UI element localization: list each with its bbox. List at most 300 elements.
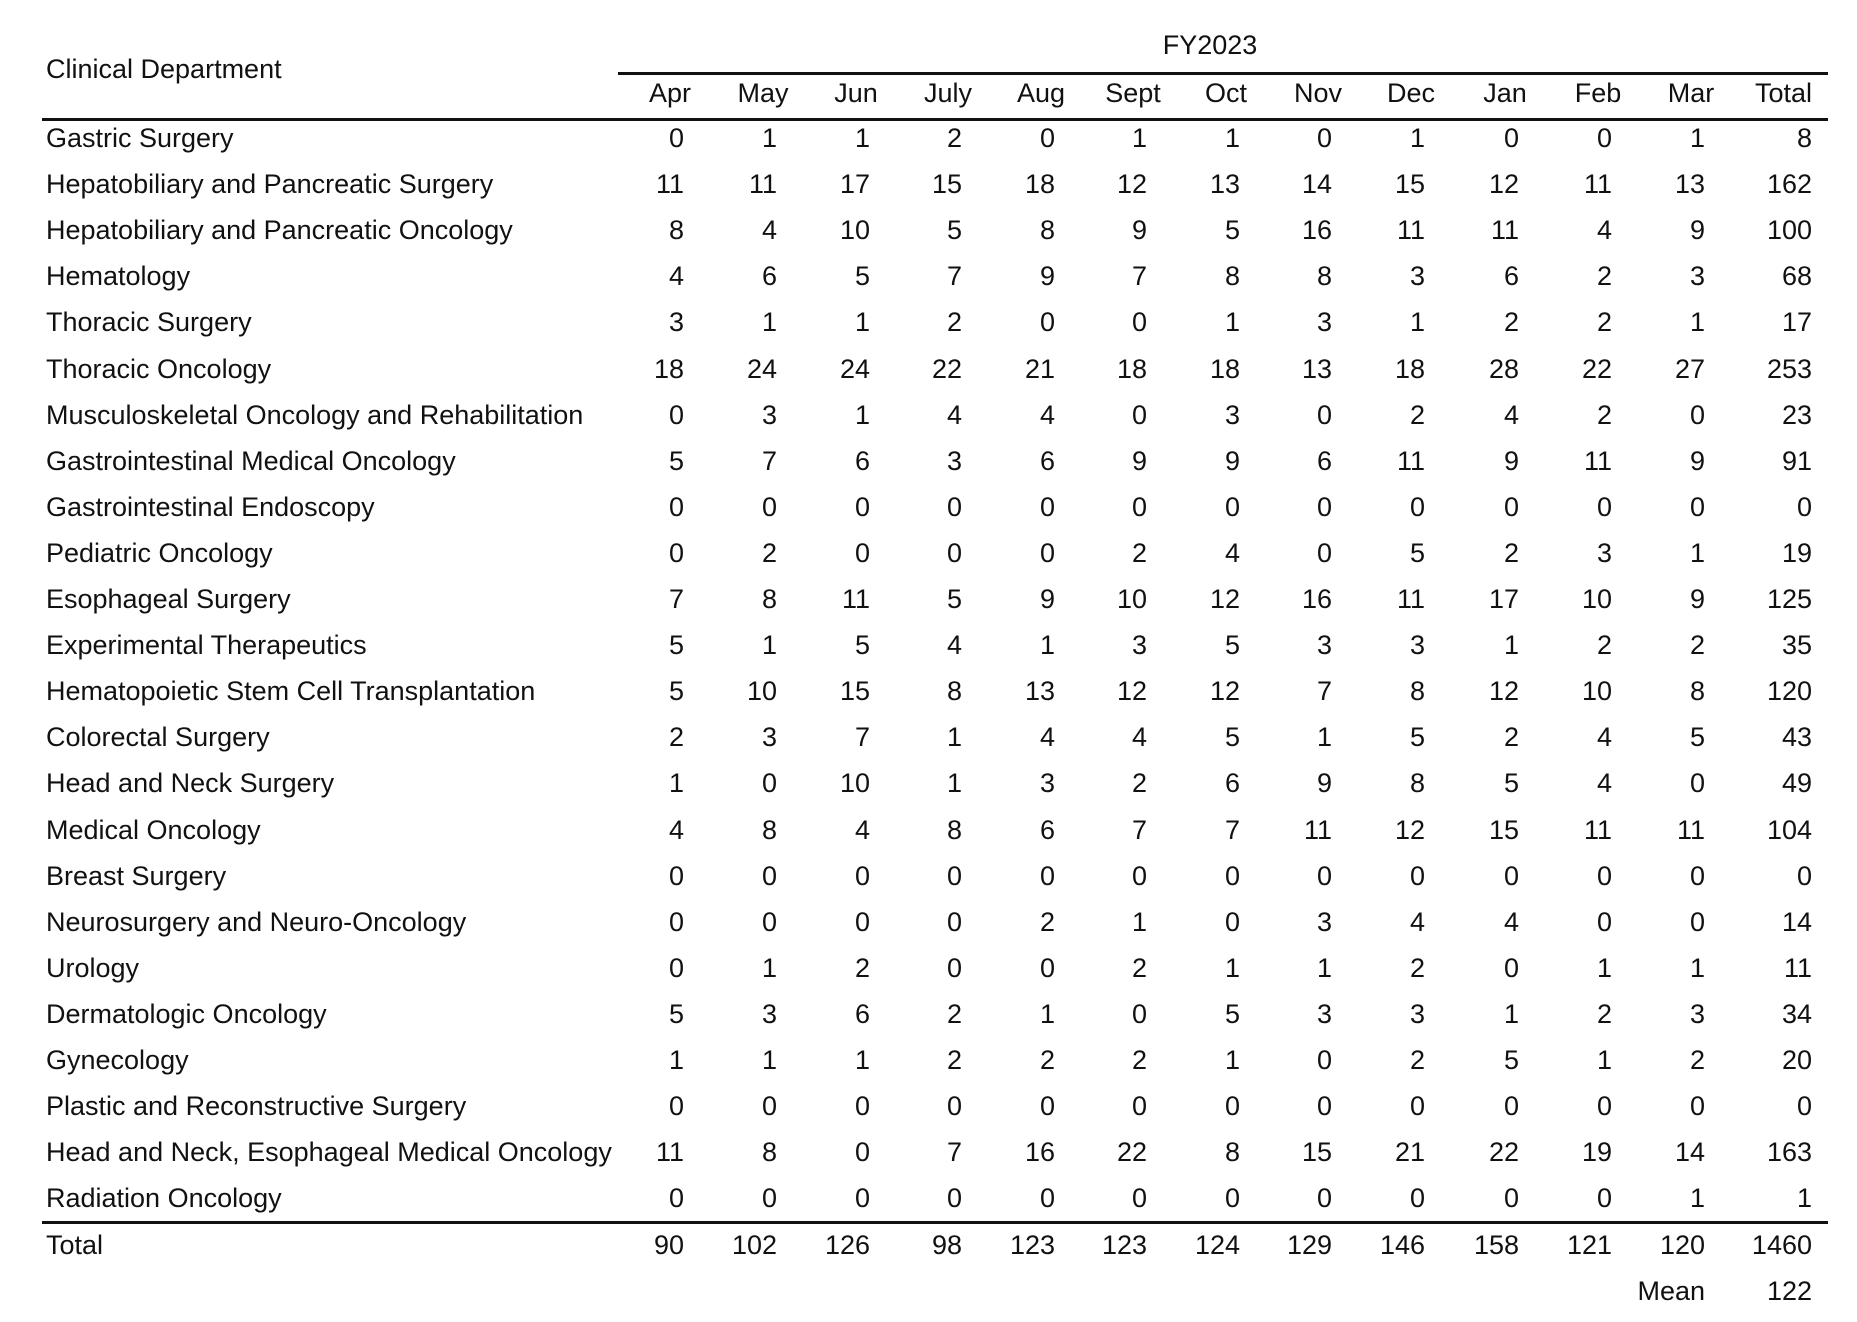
- cell-value: 11: [1583, 814, 1612, 845]
- cell-value: 2: [1131, 952, 1147, 983]
- cell-value: 1: [1131, 906, 1147, 937]
- cell-value: 0: [854, 491, 870, 522]
- cell-value: 0: [1224, 1091, 1240, 1122]
- cell-value: 0: [1131, 860, 1147, 891]
- cell-value: 18: [1394, 353, 1425, 384]
- cell-value: 4: [1409, 906, 1425, 937]
- cell-value: 12: [1116, 676, 1147, 707]
- cell-value: 6: [1503, 261, 1519, 292]
- cell-value: 0: [668, 123, 684, 153]
- cell-value: 0: [761, 491, 777, 522]
- cell-value: 4: [1224, 537, 1240, 568]
- cell-value: 7: [1316, 676, 1332, 707]
- cell-value: 0: [1131, 491, 1147, 522]
- cell-value: 18: [653, 353, 684, 384]
- cell-value: 6: [1039, 445, 1055, 476]
- cell-value: 8: [761, 814, 777, 845]
- month-header-dec: Dec: [1386, 78, 1435, 108]
- cell-value: 0: [1596, 123, 1612, 153]
- cell-value: 12: [1488, 676, 1519, 707]
- cell-value: 2: [1689, 630, 1705, 661]
- month-header-sept: Sept: [1105, 78, 1161, 108]
- row-total: 162: [1766, 169, 1812, 200]
- cell-value: 3: [761, 399, 777, 430]
- cell-value: 1: [1503, 998, 1519, 1029]
- cell-value: 0: [761, 768, 777, 799]
- cell-value: 0: [854, 906, 870, 937]
- department-name: Thoracic Oncology: [46, 353, 272, 384]
- cell-value: 16: [1301, 215, 1332, 246]
- cell-value: 11: [1396, 215, 1425, 246]
- row-total: 68: [1781, 261, 1812, 292]
- cell-value: 2: [1131, 1045, 1147, 1075]
- cell-value: 4: [1596, 768, 1612, 799]
- cell-value: 1: [854, 307, 870, 338]
- cell-value: 0: [1689, 1091, 1705, 1122]
- cell-value: 0: [1689, 768, 1705, 799]
- month-total: 98: [931, 1230, 962, 1260]
- month-header-may: May: [737, 78, 789, 108]
- cell-value: 0: [761, 906, 777, 937]
- cell-value: 0: [1131, 1091, 1147, 1122]
- cell-value: 0: [1131, 399, 1147, 430]
- cell-value: 1: [1224, 952, 1240, 983]
- cell-value: 7: [946, 261, 962, 292]
- cell-value: 4: [1039, 399, 1055, 430]
- cell-value: 1: [1224, 307, 1240, 338]
- cell-value: 6: [854, 998, 870, 1029]
- cell-value: 5: [1409, 537, 1425, 568]
- cell-value: 1: [761, 952, 777, 983]
- cell-value: 24: [746, 353, 777, 384]
- cell-value: 0: [1596, 906, 1612, 937]
- row-total: 20: [1781, 1045, 1812, 1075]
- cell-value: 0: [946, 952, 962, 983]
- cell-value: 1: [946, 768, 962, 799]
- cell-value: 5: [1503, 768, 1519, 799]
- cell-value: 3: [761, 722, 777, 753]
- cell-value: 10: [839, 215, 870, 246]
- cell-value: 8: [946, 814, 962, 845]
- month-total: 124: [1194, 1230, 1240, 1260]
- row-total: 35: [1781, 630, 1812, 661]
- cell-value: 0: [946, 491, 962, 522]
- cell-value: 1: [668, 768, 684, 799]
- department-name: Hepatobiliary and Pancreatic Oncology: [46, 215, 513, 246]
- cell-value: 2: [1596, 307, 1612, 338]
- cell-value: 2: [946, 1045, 962, 1075]
- cell-value: 0: [854, 1183, 870, 1214]
- month-total: 120: [1659, 1230, 1705, 1260]
- cell-value: 16: [1301, 584, 1332, 614]
- cell-value: 1: [1503, 630, 1519, 661]
- cell-value: 15: [839, 676, 870, 707]
- cell-value: 11: [1396, 584, 1425, 614]
- cell-value: 12: [1116, 169, 1147, 200]
- cell-value: 0: [1503, 952, 1519, 983]
- cell-value: 22: [1116, 1137, 1147, 1168]
- cell-value: 0: [946, 1091, 962, 1122]
- cell-value: 3: [1409, 261, 1425, 292]
- row-total: 0: [1796, 1091, 1812, 1122]
- cell-value: 8: [1039, 215, 1055, 246]
- cell-value: 12: [1394, 814, 1425, 845]
- cell-value: 2: [1039, 906, 1055, 937]
- cell-value: 11: [1676, 814, 1705, 845]
- department-name: Hematopoietic Stem Cell Transplantation: [46, 676, 536, 707]
- cell-value: 11: [1490, 215, 1519, 246]
- cell-value: 2: [1409, 399, 1425, 430]
- cell-value: 12: [1209, 676, 1240, 707]
- cell-value: 3: [946, 445, 962, 476]
- cell-value: 0: [1316, 1183, 1332, 1214]
- cell-value: 8: [1224, 261, 1240, 292]
- cell-value: 5: [1224, 630, 1240, 661]
- cell-value: 7: [1224, 814, 1240, 845]
- cell-value: 0: [1503, 1091, 1519, 1122]
- row-total: 14: [1781, 906, 1812, 937]
- cell-value: 1: [761, 307, 777, 338]
- cell-value: 2: [1503, 722, 1519, 753]
- cell-value: 1: [1689, 307, 1705, 338]
- cell-value: 4: [1131, 722, 1147, 753]
- month-total: 90: [653, 1230, 684, 1260]
- cell-value: 2: [761, 537, 777, 568]
- cell-value: 14: [1301, 169, 1332, 200]
- cell-value: 5: [668, 630, 684, 661]
- cell-value: 13: [1209, 169, 1240, 200]
- cell-value: 0: [854, 1091, 870, 1122]
- cell-value: 1: [1224, 123, 1240, 153]
- row-total: 120: [1766, 676, 1812, 707]
- department-name: Gastric Surgery: [46, 123, 234, 153]
- cell-value: 15: [1488, 814, 1519, 845]
- cell-value: 3: [1224, 399, 1240, 430]
- cell-value: 10: [839, 768, 870, 799]
- cell-value: 1: [1689, 952, 1705, 983]
- row-total: 34: [1781, 998, 1812, 1029]
- cell-value: 2: [1131, 768, 1147, 799]
- cell-value: 4: [854, 814, 870, 845]
- month-header-jan: Jan: [1483, 78, 1527, 108]
- department-name: Hematology: [46, 261, 191, 292]
- department-name: Gastrointestinal Medical Oncology: [46, 445, 456, 476]
- cell-value: 1: [1224, 1045, 1240, 1075]
- cell-value: 0: [668, 952, 684, 983]
- cell-value: 2: [946, 123, 962, 153]
- cell-value: 8: [1409, 676, 1425, 707]
- cell-value: 3: [1596, 537, 1612, 568]
- cell-value: 0: [1224, 1183, 1240, 1214]
- cell-value: 0: [1596, 1183, 1612, 1214]
- cell-value: 13: [1301, 353, 1332, 384]
- cell-value: 0: [946, 537, 962, 568]
- cell-value: 8: [1316, 261, 1332, 292]
- cell-value: 0: [1316, 537, 1332, 568]
- cell-value: 0: [1409, 860, 1425, 891]
- cell-value: 2: [1039, 1045, 1055, 1075]
- cell-value: 19: [1581, 1137, 1612, 1168]
- cell-value: 6: [761, 261, 777, 292]
- cell-value: 1: [1596, 1045, 1612, 1075]
- department-name: Hepatobiliary and Pancreatic Surgery: [46, 169, 494, 200]
- cell-value: 0: [1596, 860, 1612, 891]
- cell-value: 5: [1409, 722, 1425, 753]
- row-total: 8: [1796, 123, 1812, 153]
- row-total: 100: [1766, 215, 1812, 246]
- cell-value: 1: [761, 123, 777, 153]
- department-name: Medical Oncology: [46, 814, 261, 845]
- fiscal-year-label: FY2023: [1162, 30, 1258, 60]
- cell-value: 0: [1689, 906, 1705, 937]
- cell-value: 9: [1039, 584, 1055, 614]
- cell-value: 3: [668, 307, 684, 338]
- grand-total: 1460: [1751, 1230, 1812, 1260]
- cell-value: 5: [668, 676, 684, 707]
- cell-value: 0: [946, 860, 962, 891]
- cell-value: 3: [1039, 768, 1055, 799]
- cell-value: 8: [1409, 768, 1425, 799]
- cell-value: 9: [1689, 445, 1705, 476]
- cell-value: 0: [1131, 998, 1147, 1029]
- cell-value: 0: [1039, 952, 1055, 983]
- cell-value: 1: [1596, 952, 1612, 983]
- month-total: 158: [1473, 1230, 1519, 1260]
- cell-value: 1: [1689, 537, 1705, 568]
- month-total: 126: [824, 1230, 870, 1260]
- row-total: 253: [1766, 353, 1812, 384]
- cell-value: 0: [1316, 1045, 1332, 1075]
- cell-value: 3: [1689, 998, 1705, 1029]
- cell-value: 1: [761, 1045, 777, 1075]
- department-name: Gastrointestinal Endoscopy: [46, 491, 375, 522]
- cell-value: 3: [1316, 998, 1332, 1029]
- cell-value: 18: [1209, 353, 1240, 384]
- cell-value: 1: [1039, 630, 1055, 661]
- total-header: Total: [1754, 78, 1812, 108]
- month-total: 102: [731, 1230, 777, 1260]
- cell-value: 11: [1396, 445, 1425, 476]
- cell-value: 2: [1503, 537, 1519, 568]
- cell-value: 3: [1316, 906, 1332, 937]
- department-name: Thoracic Surgery: [46, 307, 252, 338]
- cell-value: 11: [1583, 169, 1612, 200]
- cell-value: 3: [1316, 630, 1332, 661]
- cell-value: 21: [1024, 353, 1055, 384]
- cell-value: 2: [946, 307, 962, 338]
- cell-value: 0: [1039, 860, 1055, 891]
- cell-value: 0: [1409, 1091, 1425, 1122]
- row-total: 49: [1781, 768, 1812, 799]
- cell-value: 0: [1316, 1091, 1332, 1122]
- cell-value: 7: [946, 1137, 962, 1168]
- cell-value: 28: [1488, 353, 1519, 384]
- cell-value: 0: [668, 1091, 684, 1122]
- cell-value: 13: [1674, 169, 1705, 200]
- cell-value: 0: [854, 1137, 870, 1168]
- mean-value: 122: [1766, 1276, 1812, 1306]
- cell-value: 9: [1316, 768, 1332, 799]
- month-header-mar: Mar: [1667, 78, 1715, 108]
- cell-value: 3: [1131, 630, 1147, 661]
- cell-value: 8: [668, 215, 684, 246]
- cell-value: 5: [854, 630, 870, 661]
- cell-value: 0: [1224, 906, 1240, 937]
- cell-value: 3: [1409, 998, 1425, 1029]
- cell-value: 2: [1689, 1045, 1705, 1075]
- cell-value: 5: [1503, 1045, 1519, 1075]
- cell-value: 0: [1224, 491, 1240, 522]
- cell-value: 0: [854, 537, 870, 568]
- month-header-feb: Feb: [1574, 78, 1622, 108]
- cell-value: 0: [1503, 123, 1519, 153]
- cell-value: 15: [1301, 1137, 1332, 1168]
- row-total: 23: [1781, 399, 1812, 430]
- department-name: Gynecology: [46, 1045, 189, 1075]
- cell-value: 6: [1316, 445, 1332, 476]
- cell-value: 11: [1583, 445, 1612, 476]
- department-name: Radiation Oncology: [46, 1183, 282, 1214]
- cell-value: 0: [1039, 491, 1055, 522]
- cell-value: 15: [1394, 169, 1425, 200]
- cell-value: 8: [761, 584, 777, 614]
- month-total: 146: [1379, 1230, 1425, 1260]
- cell-value: 5: [668, 998, 684, 1029]
- cell-value: 3: [1316, 307, 1332, 338]
- cell-value: 0: [1039, 1183, 1055, 1214]
- cell-value: 2: [1596, 261, 1612, 292]
- cell-value: 10: [1581, 584, 1612, 614]
- cell-value: 4: [1596, 215, 1612, 246]
- cell-value: 0: [1503, 491, 1519, 522]
- cell-value: 3: [761, 998, 777, 1029]
- cell-value: 4: [1596, 722, 1612, 753]
- row-total: 11: [1783, 952, 1812, 983]
- cell-value: 5: [946, 584, 962, 614]
- row-total: 43: [1781, 722, 1812, 753]
- cell-value: 27: [1674, 353, 1705, 384]
- month-total: 123: [1009, 1230, 1055, 1260]
- cell-value: 1: [1316, 952, 1332, 983]
- cell-value: 0: [1316, 123, 1332, 153]
- cell-value: 0: [1596, 1091, 1612, 1122]
- cell-value: 4: [946, 630, 962, 661]
- row-header-label: Clinical Department: [46, 54, 282, 84]
- department-name: Head and Neck, Esophageal Medical Oncology: [46, 1137, 612, 1168]
- month-total: 123: [1101, 1230, 1147, 1260]
- cell-value: 1: [854, 123, 870, 153]
- cell-value: 0: [1039, 1091, 1055, 1122]
- cell-value: 0: [1316, 491, 1332, 522]
- department-name: Esophageal Surgery: [46, 584, 291, 614]
- cell-value: 2: [1409, 1045, 1425, 1075]
- cell-value: 5: [946, 215, 962, 246]
- cell-value: 1: [1409, 307, 1425, 338]
- row-total: 125: [1766, 584, 1812, 614]
- cell-value: 0: [1039, 307, 1055, 338]
- cell-value: 0: [668, 1183, 684, 1214]
- cell-value: 7: [1131, 814, 1147, 845]
- cell-value: 7: [668, 584, 684, 614]
- cell-value: 8: [1689, 676, 1705, 707]
- cell-value: 5: [1689, 722, 1705, 753]
- month-header-apr: Apr: [648, 78, 692, 108]
- cell-value: 0: [1503, 1183, 1519, 1214]
- cell-value: 0: [1689, 491, 1705, 522]
- cell-value: 0: [668, 491, 684, 522]
- cell-value: 1: [946, 722, 962, 753]
- cell-value: 0: [854, 860, 870, 891]
- cell-value: 1: [1131, 123, 1147, 153]
- cell-value: 6: [854, 445, 870, 476]
- cell-value: 4: [1503, 906, 1519, 937]
- cell-value: 17: [1488, 584, 1519, 614]
- cell-value: 22: [931, 353, 962, 384]
- cell-value: 21: [1394, 1137, 1425, 1168]
- cell-value: 4: [946, 399, 962, 430]
- cell-value: 3: [1409, 630, 1425, 661]
- cell-value: 2: [854, 952, 870, 983]
- cell-value: 1: [761, 630, 777, 661]
- cell-value: 17: [839, 169, 870, 200]
- row-total: 0: [1796, 491, 1812, 522]
- row-total: 163: [1766, 1137, 1812, 1168]
- cell-value: 0: [668, 399, 684, 430]
- row-total: 17: [1781, 307, 1812, 338]
- cell-value: 4: [1503, 399, 1519, 430]
- cell-value: 2: [1596, 399, 1612, 430]
- cell-value: 0: [946, 1183, 962, 1214]
- cell-value: 2: [1503, 307, 1519, 338]
- row-total: 0: [1796, 860, 1812, 891]
- cell-value: 8: [761, 1137, 777, 1168]
- cell-value: 0: [1689, 860, 1705, 891]
- cell-value: 7: [854, 722, 870, 753]
- row-total: 19: [1781, 537, 1812, 568]
- cell-value: 11: [1303, 814, 1332, 845]
- month-header-july: July: [923, 78, 972, 108]
- cell-value: 2: [1596, 998, 1612, 1029]
- cell-value: 2: [946, 998, 962, 1029]
- cell-value: 18: [1116, 353, 1147, 384]
- cell-value: 1: [1689, 1183, 1705, 1214]
- cell-value: 1: [1039, 998, 1055, 1029]
- month-header-aug: Aug: [1016, 78, 1066, 108]
- cell-value: 22: [1488, 1137, 1519, 1168]
- cell-value: 4: [668, 261, 684, 292]
- cell-value: 0: [1409, 491, 1425, 522]
- cell-value: 22: [1581, 353, 1612, 384]
- department-name: Plastic and Reconstructive Surgery: [46, 1091, 467, 1122]
- cell-value: 10: [1116, 584, 1147, 614]
- cell-value: 2: [1131, 537, 1147, 568]
- cell-value: 14: [1674, 1137, 1705, 1168]
- cell-value: 10: [1581, 676, 1612, 707]
- cell-value: 5: [1224, 215, 1240, 246]
- cell-value: 1: [854, 399, 870, 430]
- cell-value: 1: [668, 1045, 684, 1075]
- cell-value: 9: [1039, 261, 1055, 292]
- cell-value: 15: [931, 169, 962, 200]
- cell-value: 0: [1131, 307, 1147, 338]
- cell-value: 5: [854, 261, 870, 292]
- cell-value: 8: [1224, 1137, 1240, 1168]
- cell-value: 0: [761, 1183, 777, 1214]
- cell-value: 18: [1024, 169, 1055, 200]
- cell-value: 4: [761, 215, 777, 246]
- department-name: Musculoskeletal Oncology and Rehabilitation: [46, 399, 584, 430]
- cell-value: 9: [1131, 445, 1147, 476]
